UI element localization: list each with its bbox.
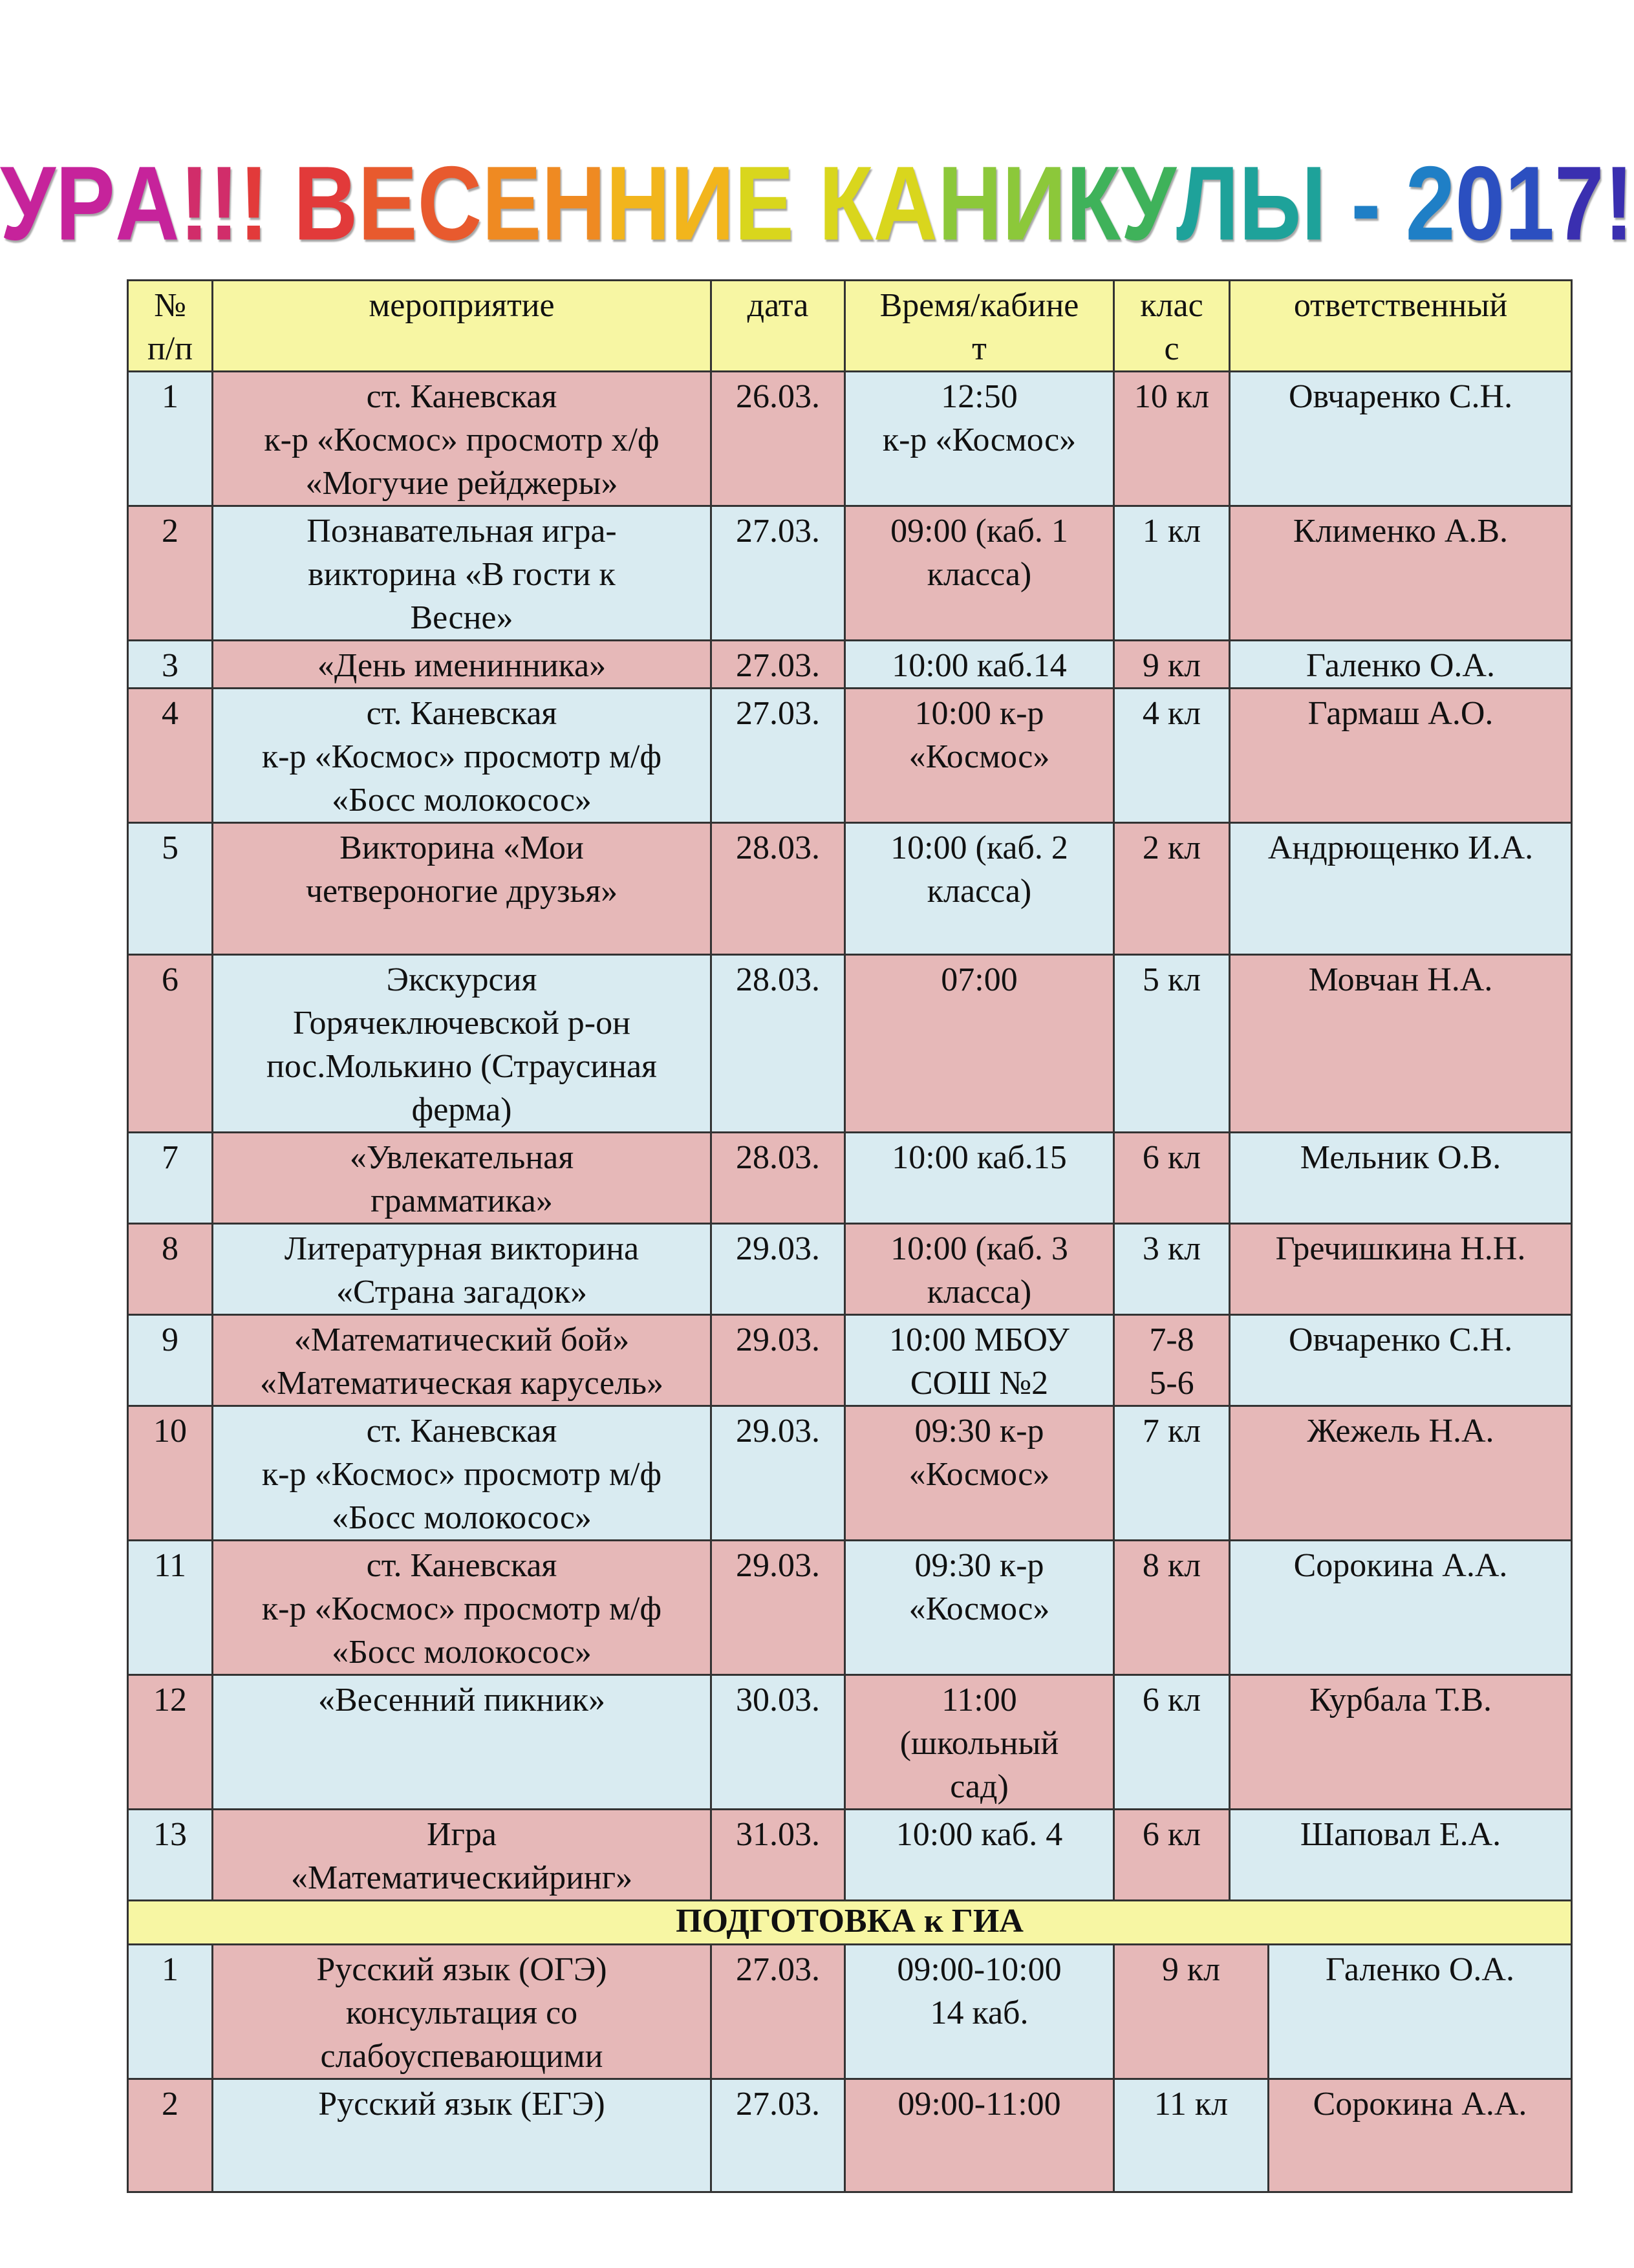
header-responsible: ответственный [1230, 281, 1572, 372]
event-time: 09:00 (каб. 1 класса) [845, 506, 1114, 641]
gia-table [127, 1943, 1573, 2193]
event-name: «Весенний пикник» [213, 1675, 711, 1810]
event-class: 11 кл [1114, 2079, 1269, 2192]
event-time: 10:00 каб. 4 [845, 1810, 1114, 1901]
title-char: ! [179, 145, 210, 262]
title-char: К [819, 145, 874, 262]
title-char: - [1351, 145, 1381, 262]
row-number: 6 [128, 955, 213, 1133]
event-time: 09:00-11:00 [845, 2079, 1114, 2192]
table-row [128, 1945, 1572, 2079]
event-name: ст. Каневская к-р «Космос» просмотр м/ф «Босс молокосос» [213, 1406, 711, 1541]
event-date: 28.03. [711, 1133, 845, 1224]
event-date: 27.03. [711, 506, 845, 641]
row-number: 9 [128, 1315, 213, 1406]
event-responsible: Гармаш А.О. [1230, 689, 1572, 823]
event-class: 3 кл [1114, 1224, 1230, 1315]
table-row [128, 1675, 1572, 1810]
event-class: 5 кл [1114, 955, 1230, 1133]
event-time: 10:00 каб.15 [845, 1133, 1114, 1224]
event-date: 29.03. [711, 1315, 845, 1406]
event-name: Экскурсия Горячеключевской р-он пос.Молькино (Страусиная ферма) [213, 955, 711, 1133]
header-time: Время/кабине т [845, 281, 1114, 372]
table-row [128, 641, 1572, 689]
row-number: 1 [128, 372, 213, 506]
title-char: Н [938, 145, 1002, 262]
event-date: 29.03. [711, 1541, 845, 1675]
event-name: ст. Каневская к-р «Космос» просмотр х/ф «Могучие рейджеры» [213, 372, 711, 506]
header-class: клас с [1114, 281, 1230, 372]
event-class: 1 кл [1114, 506, 1230, 641]
event-responsible: Мовчан Н.А. [1230, 955, 1572, 1133]
event-time: 10:00 (каб. 2 класса) [845, 823, 1114, 955]
event-responsible: Жежель Н.А. [1230, 1406, 1572, 1541]
event-date: 29.03. [711, 1224, 845, 1315]
title-char: 0 [1455, 145, 1505, 262]
table-row [128, 1406, 1572, 1541]
event-responsible: Галенко О.А. [1230, 641, 1572, 689]
table-row [128, 506, 1572, 641]
event-time: 09:00-10:00 14 каб. [845, 1945, 1114, 2079]
event-date: 26.03. [711, 372, 845, 506]
page-title [0, 145, 1634, 262]
event-responsible: Овчаренко С.Н. [1230, 1315, 1572, 1406]
event-name: Игра «Математическийринг» [213, 1810, 711, 1901]
title-char: И [670, 145, 735, 262]
event-class: 6 кл [1114, 1810, 1230, 1901]
event-name: Русский язык (ЕГЭ) [213, 2079, 711, 2192]
event-responsible: Галенко О.А. [1269, 1945, 1572, 2079]
title-char [1326, 147, 1351, 261]
title-char: Н [541, 145, 606, 262]
title-char: 2 [1405, 145, 1456, 262]
table-row [128, 823, 1572, 955]
table-row [128, 2079, 1572, 2192]
title-char [268, 147, 293, 261]
title-char: И [1002, 145, 1066, 262]
title-char: ! [239, 145, 269, 262]
title-char: А [873, 145, 938, 262]
table-row [128, 1133, 1572, 1224]
event-responsible: Сорокина А.А. [1230, 1541, 1572, 1675]
table-row [128, 1541, 1572, 1675]
event-name: ст. Каневская к-р «Космос» просмотр м/ф «Босс молокосос» [213, 689, 711, 823]
event-responsible: Овчаренко С.Н. [1230, 372, 1572, 506]
title-char: С [417, 145, 482, 262]
event-class: 6 кл [1114, 1133, 1230, 1224]
title-char: Е [734, 145, 794, 262]
event-class: 9 кл [1114, 641, 1230, 689]
row-number: 2 [128, 506, 213, 641]
title-char: А [114, 145, 180, 262]
event-time: 12:50 к-р «Космос» [845, 372, 1114, 506]
event-responsible: Гречишкина Н.Н. [1230, 1224, 1572, 1315]
event-name: «День именинника» [213, 641, 711, 689]
event-time: 11:00 (школьный сад) [845, 1675, 1114, 1810]
row-number: 11 [128, 1541, 213, 1675]
title-char: ! [1604, 145, 1634, 262]
row-number: 3 [128, 641, 213, 689]
title-char: Н [605, 145, 671, 262]
title-char: В [293, 145, 358, 262]
section-title: ПОДГОТОВКА к ГИА [128, 1901, 1572, 1945]
event-date: 30.03. [711, 1675, 845, 1810]
event-name: «Математический бой» «Математическая карусель» [213, 1315, 711, 1406]
title-char [1381, 147, 1405, 261]
event-responsible: Сорокина А.А. [1269, 2079, 1572, 2192]
event-responsible: Шаповал Е.А. [1230, 1810, 1572, 1901]
events-table [127, 279, 1573, 1945]
event-name: Литературная викторина «Страна загадок» [213, 1224, 711, 1315]
event-class: 7-8 5-6 [1114, 1315, 1230, 1406]
event-time: 10:00 каб.14 [845, 641, 1114, 689]
header-event: мероприятие [213, 281, 711, 372]
event-responsible: Мельник О.В. [1230, 1133, 1572, 1224]
event-class: 10 кл [1114, 372, 1230, 506]
table-row [128, 955, 1572, 1133]
event-time: 10:00 МБОУ СОШ №2 [845, 1315, 1114, 1406]
event-class: 9 кл [1114, 1945, 1269, 2079]
title-char: У [1121, 145, 1177, 262]
row-number: 7 [128, 1133, 213, 1224]
event-date: 28.03. [711, 955, 845, 1133]
table-header-row [128, 281, 1572, 372]
event-time: 09:30 к-р «Космос» [845, 1541, 1114, 1675]
event-class: 2 кл [1114, 823, 1230, 955]
title-char: Е [358, 145, 418, 262]
row-number: 4 [128, 689, 213, 823]
title-char: 7 [1554, 145, 1604, 262]
event-time: 10:00 к-р «Космос» [845, 689, 1114, 823]
event-responsible: Андрющенко И.А. [1230, 823, 1572, 955]
event-date: 31.03. [711, 1810, 845, 1901]
event-time: 10:00 (каб. 3 класса) [845, 1224, 1114, 1315]
table-row [128, 1810, 1572, 1901]
event-time: 09:30 к-р «Космос» [845, 1406, 1114, 1541]
event-name: Познавательная игра- викторина «В гости к Весне» [213, 506, 711, 641]
event-date: 28.03. [711, 823, 845, 955]
event-time: 07:00 [845, 955, 1114, 1133]
row-number: 5 [128, 823, 213, 955]
event-date: 27.03. [711, 2079, 845, 2192]
event-class: 8 кл [1114, 1541, 1230, 1675]
row-number: 10 [128, 1406, 213, 1541]
table-row [128, 689, 1572, 823]
table-row [128, 1315, 1572, 1406]
event-name: ст. Каневская к-р «Космос» просмотр м/ф «Босс молокосос» [213, 1541, 711, 1675]
event-date: 27.03. [711, 641, 845, 689]
row-number: 12 [128, 1675, 213, 1810]
title-char: Е [482, 145, 542, 262]
header-date: дата [711, 281, 845, 372]
table-row [128, 372, 1572, 506]
event-name: Русский язык (ОГЭ) консультация со слабоуспевающими [213, 1945, 711, 2079]
title-char: У [0, 145, 56, 262]
row-number: 13 [128, 1810, 213, 1901]
title-char: 1 [1505, 145, 1554, 262]
event-date: 27.03. [711, 1945, 845, 2079]
title-char: Ы [1238, 145, 1326, 262]
event-class: 7 кл [1114, 1406, 1230, 1541]
table-row [128, 1224, 1572, 1315]
title-char: К [1066, 145, 1121, 262]
event-class: 4 кл [1114, 689, 1230, 823]
section-header-row [128, 1901, 1572, 1945]
row-number: 2 [128, 2079, 213, 2192]
event-date: 27.03. [711, 689, 845, 823]
event-name: «Увлекательная грамматика» [213, 1133, 711, 1224]
title-char [794, 147, 819, 261]
header-num: № п/п [128, 281, 213, 372]
title-char: Р [55, 145, 115, 262]
event-responsible: Клименко А.В. [1230, 506, 1572, 641]
event-date: 29.03. [711, 1406, 845, 1541]
row-number: 1 [128, 1945, 213, 2079]
event-name: Викторина «Мои четвероногие друзья» [213, 823, 711, 955]
event-responsible: Курбала Т.В. [1230, 1675, 1572, 1810]
event-class: 6 кл [1114, 1675, 1230, 1810]
title-char: Л [1176, 145, 1239, 262]
title-char: ! [209, 145, 239, 262]
row-number: 8 [128, 1224, 213, 1315]
